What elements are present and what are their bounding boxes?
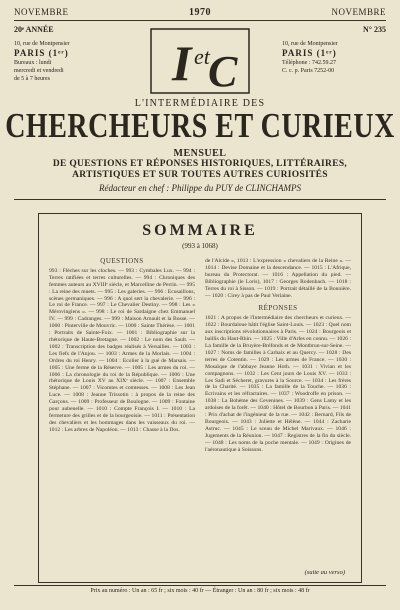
footer-prices: Prix au numéro : Un an : 65 fr ; six mois : 40 fr — Étranger : Un an : 80 fr ; six mois : 48 fr <box>90 588 310 594</box>
journal-logo-icon <box>150 28 250 94</box>
month-right: NOVEMBRE <box>331 7 386 17</box>
masthead-title: CHERCHEURS ET CURIEUX <box>5 106 395 146</box>
svg-text:C: C <box>208 47 238 94</box>
right-phone: Téléphone : 742.59.27 <box>282 60 336 66</box>
annee: 20ᵉ ANNÉE <box>14 25 54 34</box>
top-rule <box>14 20 386 21</box>
sommaire-title: SOMMAIRE <box>142 222 258 239</box>
left-hours-3: de 5 à 7 heures <box>14 76 50 82</box>
svg-text:et: et <box>194 44 210 69</box>
sommaire-box <box>38 213 362 583</box>
questions-text: 993 : Flèches sur les cloches. — 993 : Cymbales Lux. — 994 : Terres ratifiées et terres culturelles. — 994 : Chroniques des femmes auteurs au XVIIIᵉ siècle, et Marcelline de Perrin. — 995 : La reine des muets. — 995 : Les galeries. — 996 : Ecusaillons, scènes germaniques. — 996 : A quoi sert la chevalerie. — 996 : Le roi de France. — 997 : Le Chevalier Destiny. — 998 : Les « Mérovingiens ». — 998 : Le roi de Sardaigne chez Emmanuel IV. — 999 : Cadranges. — 999 : Maison Arnault et la Bosse. — 1000 : Pinterville de Mouvric. — 1000 : Sainte Thérèse. — 1001 : Portraits de Sainte-Foix. — 1001 : Bibliographie sur la rhétorique de Haute-Bretagne. — 1002 : Le nom des Sault. — 1002 : Transcription des badges réalisés à Versailles. — 1003 : Les fiefs de l'Anjou. — 1003 : Armes de la Morlais. — 1004 : Ordres du roi Henry. — 1004 : Ecolier à la gué de Marsais. — 1005 : Une ferme de la Réserve. — 1005 : Les armes du roi. — 1006 : La chronologie du roi de la République. — 1006 : Une rhétorique de Louis XV au XIXᵉ siècle. — 1007 : Ensemble Stéphane. — 1007 : Vicomtes et comtesses. — 1008 : Les Jean Luce. — 1008 : Jeanne Trissotin : à propos de la reine des Garçons. — 1009 : Professeur de Boulogne. — 1009 : Fontaine pour aubenelle. — 1010 : Compte François I. — 1010 : La fermeture des grilles et de la bourgeoisie. — 1011 : Présentation des chevaliers et les hommages dans les vaisseaux du roi. — 1012 : Les arbres de Napoléon. — 1013 : Chasse à la Dos. <box>49 267 195 433</box>
svg-text:I: I <box>172 35 192 91</box>
left-address: 10, rue de Montpensier <box>14 41 70 47</box>
bottom-rule <box>14 585 386 586</box>
issue-year: 1970 <box>189 6 211 18</box>
masthead-mensuel: MENSUEL <box>173 148 227 159</box>
masthead-editor: Rédacteur en chef : Philippe du PUY de CLINCHAMPS <box>99 183 301 193</box>
right-address: 10, rue de Montpensier <box>282 41 338 47</box>
middle-rule <box>14 199 386 200</box>
sommaire-left-column <box>49 258 195 434</box>
questions-heading: QUESTIONS <box>100 257 144 265</box>
questions-continued-text: de l'Alcide », 1013 : L'expression « chevaliers de la Reine ». — 1014 : Devise Domaine et la descendance. — 1015 : L'Afrique, bureau du Protectorat. — 1016 : Appellation du pied. — Bibliographie (le Loris), 1017 : Georges Rodenbach. — 1018 : Terres du roi à Sisson. — 1019 : Portrait détaillé de la Bonnière. — 1020 : Cirey à pas de Paul Verlaine. <box>205 258 351 299</box>
month-left: NOVEMBRE <box>14 7 69 17</box>
right-address-block <box>282 40 392 75</box>
reponses-text: 1021 : A propos de l'Intermédiaire des chercheurs et curieux. — 1022 : Bourdaloue bâtit l'église Saint-Louis. — 1023 : Quel nom aux inscriptions révolutionnaires à Paris. — 1024 : Bourgeois et baillis du Haut-Rhin. — 1025 : Ville d'Arles en connu. — 1026 : La famille de la Bruyère-Bréfonds et de Montbrun-sur-Seine. — 1027 : Noms de familles à Carhaix et au Quercy. — 1028 : Des terres de Cotentin. — 1029 : Les armes de France. — 1030 : Mosaïque de l'abbaye Jeanne Hoth. — 1031 : Vivian et les compagnons. — 1032 : Les Cent jours de Louis XV. — 1033 : Les Sadi et Sécheret, gravures à la Source. — 1034 : Les frères de la Charité. — 1035 : La famille de la Touche. — 1036 : Ecrivains et les réfractaires. — 1037 : Woodroffe en prison. — 1038 : La Bohème des Cevenines. — 1039 : Gens Lamy et les ardoises de la forêt. — 1040 : Hôtel de Bourbon à Paris. — 1041 : Prix d'achat de l'ingénieur de la rue. — 1042 : Bernard, Fils de Bourgeois. — 1043 : Juliette et Hélène. — 1044 : Zacharie Astruc. — 1045 : Le sceau de Michel Marivaux. — 1046 : Jugements de la Réunion. — 1047 : Registres de la fin du siècle. — 1048 : Les noms de la poche mentale. — 1049 : Origines de l'aéronautique à Soissons. <box>205 315 351 453</box>
reponses-heading: RÉPONSES <box>258 304 298 313</box>
issue-number: N° 235 <box>363 25 386 34</box>
left-hours-2: mercredi et vendredi <box>14 68 64 74</box>
left-hours-1: Bureaux : lundi <box>14 60 52 66</box>
left-city: PARIS (1ᵉʳ) <box>14 48 69 58</box>
top-bar <box>14 6 386 18</box>
right-city: PARIS (1ᵉʳ) <box>282 48 337 58</box>
masthead-intermediaire: L'INTERMÉDIAIRE DES <box>134 98 266 109</box>
right-ccp: C. c. p. Paris 7252-00 <box>282 68 335 74</box>
sommaire-range: (993 à 1068) <box>182 242 218 250</box>
sommaire-right-column <box>205 258 351 453</box>
masthead-subtitle-2: ARTISTIQUES ET SUR TOUTES AUTRES CURIOSITÉS <box>72 170 328 180</box>
left-address-block <box>14 40 134 83</box>
masthead-subtitle-1: DE QUESTIONS ET RÉPONSES HISTORIQUES, LITTÉRAIRES, <box>52 159 348 169</box>
suite-au-verso: (suite au verso) <box>304 569 345 576</box>
